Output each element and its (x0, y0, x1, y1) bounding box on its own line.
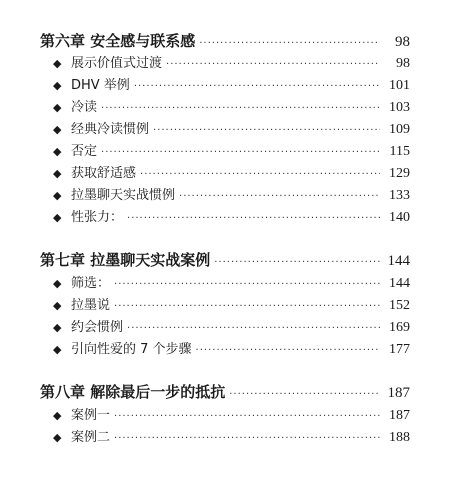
chapter-title: 第八章 解除最后一步的抵抗 (40, 383, 226, 401)
toc-entry (53, 122, 410, 139)
diamond-bullet-icon: ◆ (53, 57, 62, 70)
diamond-bullet-icon: ◆ (53, 277, 62, 290)
dot-leader (127, 211, 380, 227)
diamond-bullet-icon: ◆ (53, 409, 62, 422)
toc-entry (53, 320, 410, 337)
page-number: 98 (396, 56, 410, 71)
diamond-bullet-icon: ◆ (53, 145, 62, 158)
page-number: 140 (389, 210, 410, 225)
page-number: 98 (395, 34, 410, 50)
entry-title: 约会惯例 (71, 320, 124, 335)
toc-entry (53, 166, 410, 183)
dot-leader (166, 57, 380, 73)
page-number: 109 (389, 122, 410, 137)
diamond-bullet-icon: ◆ (53, 431, 62, 444)
toc-entry (53, 56, 410, 73)
dot-leader (114, 431, 380, 447)
dot-leader (153, 123, 380, 139)
page-number: 133 (389, 188, 410, 203)
page-number: 129 (389, 166, 410, 181)
entry-title: 拉墨说 (71, 298, 111, 313)
chapter-heading (40, 251, 410, 272)
toc-entry (53, 430, 410, 447)
entry-title: 案例一 (71, 408, 111, 423)
page-number: 115 (389, 144, 410, 159)
toc-entry (53, 210, 410, 227)
diamond-bullet-icon: ◆ (53, 321, 62, 334)
chapter-heading (40, 32, 410, 53)
toc-entry (53, 188, 410, 205)
page-number: 152 (389, 298, 410, 313)
diamond-bullet-icon: ◆ (53, 343, 62, 356)
toc-entry (53, 144, 410, 161)
entry-title: 性张力： (71, 210, 124, 225)
chapter-heading (40, 383, 410, 404)
dot-leader (140, 167, 380, 183)
page-number: 187 (389, 408, 410, 423)
chapter-title: 第七章 拉墨聊天实战案例 (40, 251, 211, 269)
page-number: 177 (389, 342, 410, 357)
dot-leader (214, 254, 380, 272)
page-number: 187 (387, 385, 410, 401)
entry-title: DHV 举例 (71, 78, 130, 93)
toc-entry (53, 78, 410, 95)
toc-entry (53, 276, 410, 293)
dot-leader (229, 386, 380, 404)
page-number: 101 (389, 78, 410, 93)
diamond-bullet-icon: ◆ (53, 101, 62, 114)
entry-title: 拉墨聊天实战惯例 (71, 188, 176, 203)
toc-entry (53, 408, 410, 425)
page-number: 103 (389, 100, 410, 115)
toc-entry (53, 100, 410, 117)
diamond-bullet-icon: ◆ (53, 211, 62, 224)
dot-leader (199, 35, 380, 53)
dot-leader (114, 277, 380, 293)
diamond-bullet-icon: ◆ (53, 167, 62, 180)
toc-entry (53, 342, 410, 359)
page-number: 188 (389, 430, 410, 445)
entry-title: 引向性爱的 7 个步骤 (71, 342, 192, 357)
entry-title: 案例二 (71, 430, 111, 445)
diamond-bullet-icon: ◆ (53, 123, 62, 136)
dot-leader (134, 79, 380, 95)
entry-title: 经典冷读惯例 (71, 122, 150, 137)
diamond-bullet-icon: ◆ (53, 79, 62, 92)
entry-title: 否定 (71, 144, 98, 159)
entry-title: 展示价值式过渡 (71, 56, 163, 71)
toc-entry (53, 298, 410, 315)
dot-leader (127, 321, 380, 337)
dot-leader (101, 101, 380, 117)
dot-leader (179, 189, 380, 205)
chapter-title: 第六章 安全感与联系感 (40, 32, 196, 50)
entry-title: 获取舒适感 (71, 166, 137, 181)
diamond-bullet-icon: ◆ (53, 189, 62, 202)
dot-leader (196, 343, 380, 359)
diamond-bullet-icon: ◆ (53, 299, 62, 312)
dot-leader (114, 409, 380, 425)
entry-title: 冷读 (71, 100, 98, 115)
dot-leader (114, 299, 380, 315)
page-number: 169 (389, 320, 410, 335)
entry-title: 筛选： (71, 276, 111, 291)
page-number: 144 (387, 253, 410, 269)
dot-leader (101, 145, 380, 161)
page-number: 144 (389, 276, 410, 291)
